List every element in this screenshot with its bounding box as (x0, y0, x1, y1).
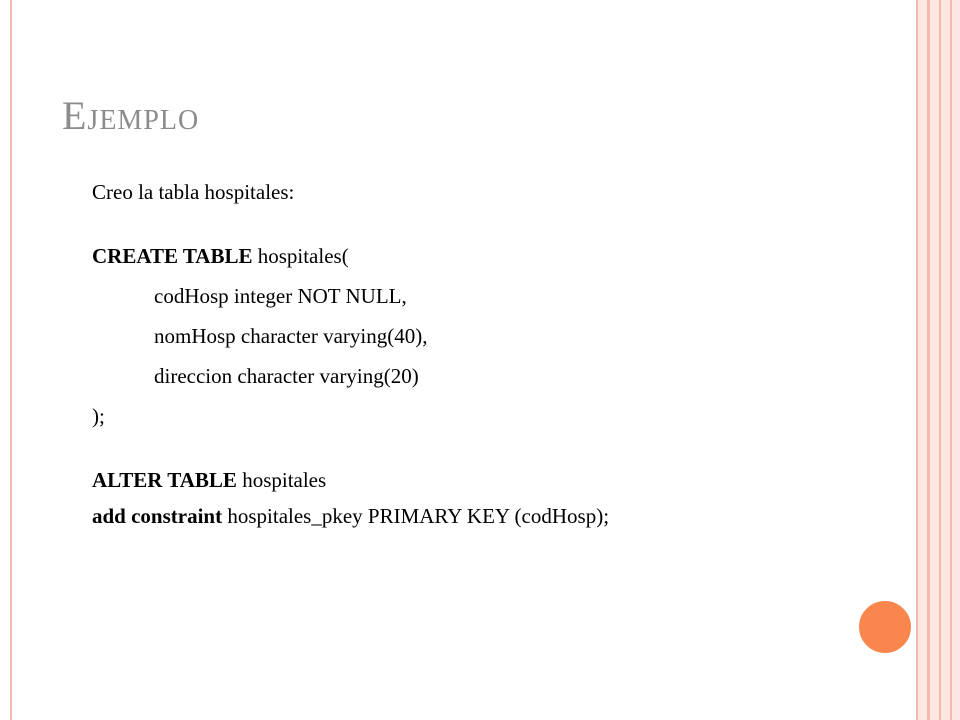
left-border-line (10, 0, 12, 720)
create-table-line (92, 236, 772, 276)
intro-text: Creo la tabla hospitales: (92, 180, 295, 204)
column-line: nomHosp character varying(40), (154, 324, 428, 348)
close-paren-line: ); (92, 404, 105, 428)
column-line: direccion character varying(20) (154, 364, 419, 388)
decorative-circle (856, 598, 914, 656)
slide-title: Ejemplo (62, 93, 200, 138)
alter-table-line (92, 460, 772, 500)
constraint-line (92, 500, 772, 532)
alter-rest: hospitales (236, 468, 327, 492)
right-decorative-stripes (916, 0, 960, 720)
create-keyword: CREATE TABLE (92, 244, 253, 268)
alter-keyword: ALTER TABLE (92, 468, 237, 492)
create-rest: hospitales( (252, 244, 349, 268)
constraint-keyword: add constraint (92, 504, 223, 528)
column-line: codHosp integer NOT NULL, (154, 284, 407, 308)
slide-body (92, 172, 772, 532)
constraint-rest: hospitales_pkey PRIMARY KEY (codHosp); (222, 504, 610, 528)
